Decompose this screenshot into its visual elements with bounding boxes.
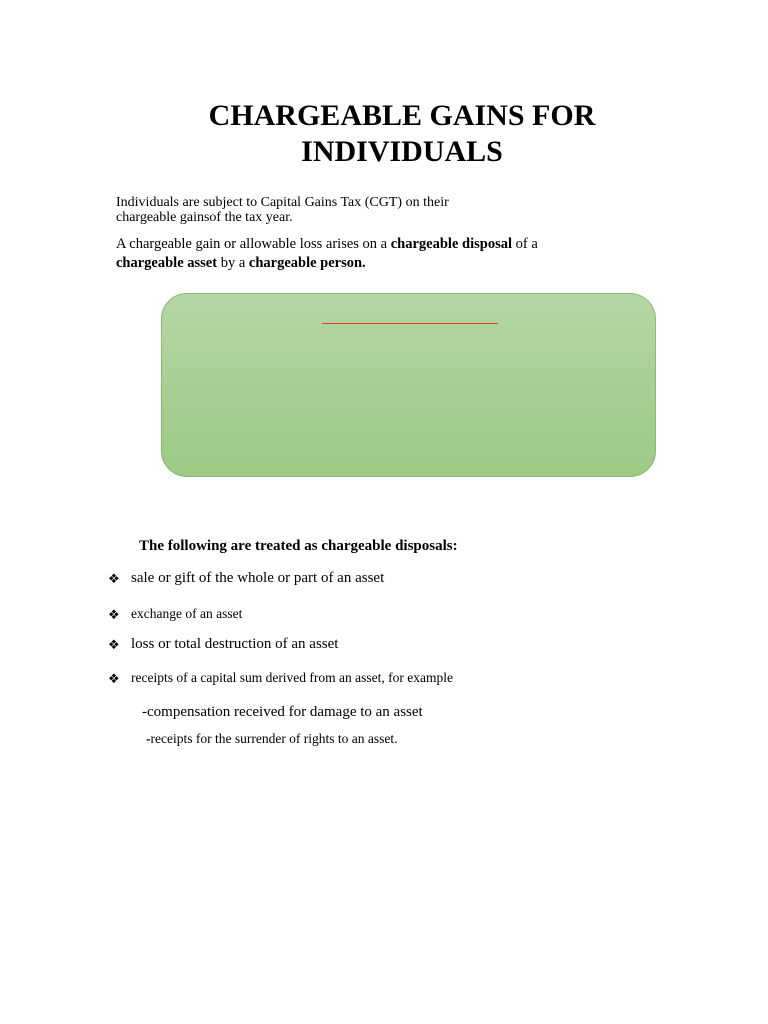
red-underline-divider (322, 323, 498, 324)
intro-paragraph (116, 195, 536, 225)
definition-bold-disposal: chargeable disposal (390, 236, 512, 252)
list-item-text: receipts of a capital sum derived from an asset, for example (131, 670, 453, 685)
list-item-text: sale or gift of the whole or part of an asset (131, 570, 385, 586)
title-line-1: CHARGEABLE GAINS FOR (208, 99, 596, 132)
intro-line-1: Individuals are subject to Capital Gains Tax (CGT) on their (116, 195, 449, 210)
list-item (108, 670, 453, 686)
sub-item-dash: - (146, 731, 151, 746)
definition-line-2 (116, 254, 636, 273)
definition-bold-person: chargeable person. (248, 255, 366, 271)
sub-item-compensation: -compensation received for damage to an asset (142, 704, 423, 720)
definition-text-3: by a (217, 255, 249, 271)
sub-item-surrender-text: receipts for the surrender of rights to an asset. (150, 731, 398, 746)
page-title (0, 98, 768, 170)
green-callout-box (161, 293, 656, 477)
definition-paragraph (116, 235, 636, 273)
definition-bold-asset: chargeable asset (116, 255, 218, 271)
diamond-bullet-icon: ❖ (108, 637, 120, 652)
list-item-text: exchange of an asset (131, 606, 243, 621)
list-item-text: loss or total destruction of an asset (131, 636, 339, 652)
sub-item-surrender (146, 730, 398, 748)
intro-line-2: chargeable gainsof the tax year. (116, 210, 293, 225)
title-line-2: INDIVIDUALS (301, 135, 503, 168)
list-item (108, 570, 384, 587)
diamond-bullet-icon: ❖ (108, 571, 120, 586)
definition-text-2: of a (512, 236, 538, 252)
list-item (108, 636, 338, 653)
disposals-heading: The following are treated as chargeable disposals: (139, 538, 458, 554)
diamond-bullet-icon: ❖ (108, 670, 120, 686)
list-item (108, 606, 242, 622)
definition-line-1 (116, 235, 636, 254)
diamond-bullet-icon: ❖ (108, 606, 120, 622)
definition-text-1: A chargeable gain or allowable loss arises on a (116, 236, 391, 252)
